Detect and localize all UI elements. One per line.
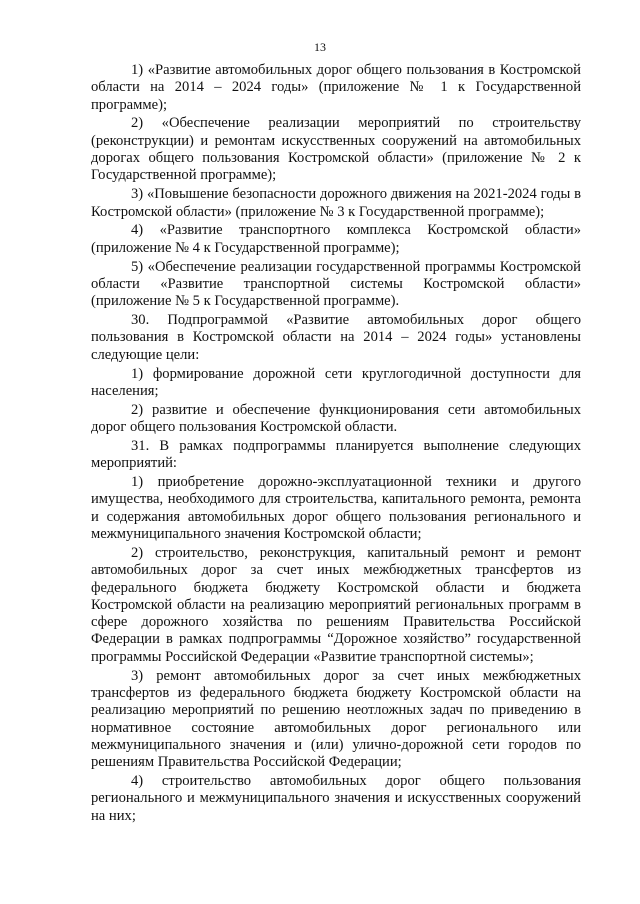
paragraph-subprogram-4: 4) «Развитие транспортного комплекса Костромской области» (приложение № 4 к Государственной программе); [91, 222, 581, 256]
page-number: 13 [314, 40, 326, 54]
paragraph-measure-3: 3) ремонт автомобильных дорог за счет иных межбюджетных трансфертов из федерального бюджета бюджету Костромской области на реализацию мероприятий по решению неотложных задач по приведению в нормативное состояние автомобильных дорог регионального или межмуниципального значения и (или) улично-дорожной сети городов по решениям Правительства Российской Федерации; [91, 667, 581, 771]
paragraph-goal-1: 1) формирование дорожной сети круглогодичной доступности для населения; [91, 365, 581, 399]
paragraph-subprogram-3: 3) «Повышение безопасности дорожного движения на 2021-2024 годы в Костромской области» (приложение № 3 к Государственной программе); [91, 186, 581, 220]
paragraph-measure-4: 4) строительство автомобильных дорог общего пользования регионального и межмуниципального значения и искусственных сооружений на них; [91, 773, 581, 824]
paragraph-measure-2: 2) строительство, реконструкция, капитальный ремонт и ремонт автомобильных дорог за счет иных межбюджетных трансфертов из федерального бюджета бюджету Костромской области и бюджета Костромской области на реализацию мероприятий региональных программ в сфере дорожного хозяйства по решениям Правительства Российской Федерации в рамках подпрограммы “Дорожное хозяйство” государственной программы Российской Федерации «Развитие транспортной системы»; [91, 544, 581, 665]
paragraph-goal-2: 2) развитие и обеспечение функционирования сети автомобильных дорог общего пользования Костромской области. [91, 401, 581, 436]
document-body [91, 62, 581, 826]
paragraph-subprogram-1: 1) «Развитие автомобильных дорог общего пользования в Костромской области на 2014 – 2024 годы» (приложение № 1 к Государственной программе); [91, 62, 581, 113]
paragraph-section-31: 31. В рамках подпрограммы планируется выполнение следующих мероприятий: [91, 437, 581, 472]
paragraph-subprogram-5: 5) «Обеспечение реализации государственной программы Костромской области «Развитие транспортной системы Костромской области» (приложение № 5 к Государственной программе). [91, 258, 581, 310]
paragraph-subprogram-2: 2) «Обеспечение реализации мероприятий по строительству (реконструкции) и ремонтам искусственных сооружений на автомобильных дорогах общего пользования Костромской области» (приложение № 2 к Государственной программе); [91, 115, 581, 184]
paragraph-measure-1: 1) приобретение дорожно-эксплуатационной техники и другого имущества, необходимого для строительства, капитального ремонта, ремонта и содержания автомобильных дорог общего пользования регионального и межмуниципального значения Костромской области; [91, 474, 581, 543]
paragraph-section-30: 30. Подпрограммой «Развитие автомобильных дорог общего пользования в Костромской области на 2014 – 2024 годы» установлены следующие цели: [91, 312, 581, 363]
